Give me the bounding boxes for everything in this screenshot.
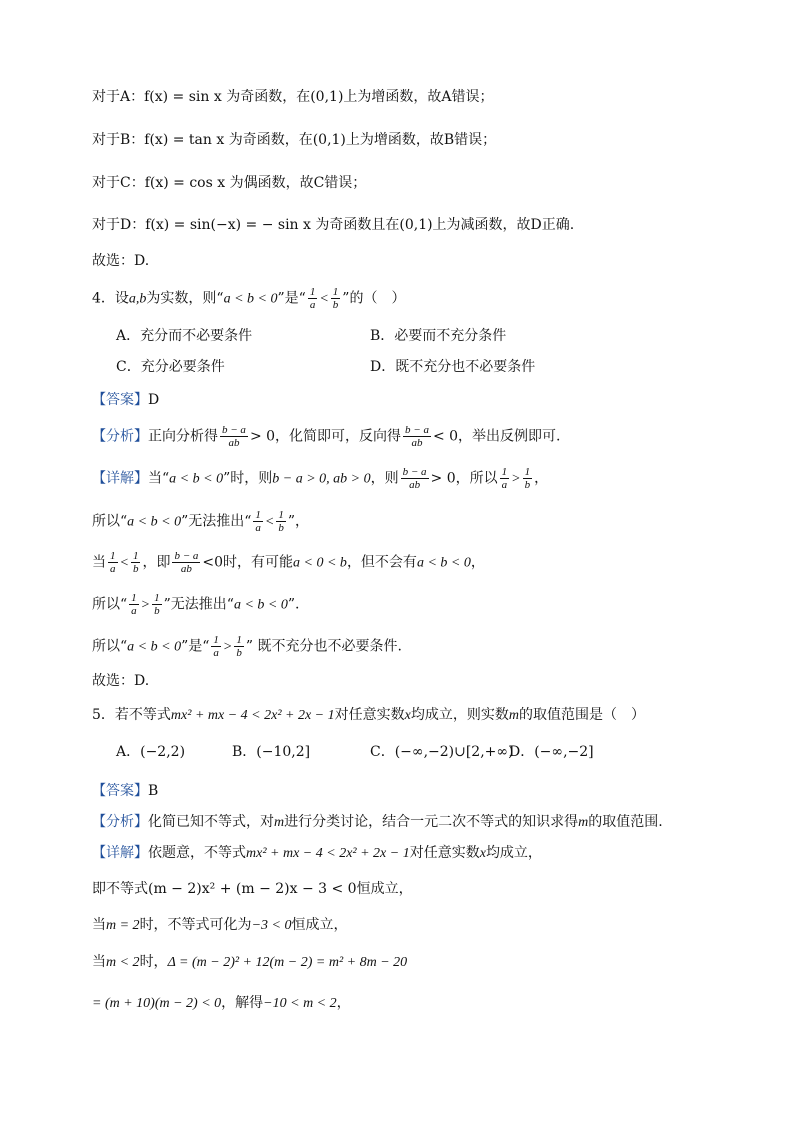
q5-option-b: B．(−10,2] [232, 744, 311, 760]
line-option-d: 对于D：f(x) = sin(−x) = − sin x 为奇函数且在(0,1)上为减函数，故D正确. [92, 217, 575, 233]
q4-option-d: D．既不充分也不必要条件 [370, 359, 536, 375]
q5-option-c: C．(−∞,−2)∪[2,+∞) [370, 744, 514, 760]
fraction-1-over-a: $\frac{1}{a}$ [213, 634, 219, 659]
q4-analysis: 【分析】正向分析得 $\frac{b - a}{ab}$ > 0，化简即可，反向得 $\frac{b - a}{ab}$ < 0，举出反例即可. [92, 424, 561, 449]
q5-detail-1: 【详解】依题意，不等式mx² + mx − 4 < 2x² + 2x − 1对任意实数x均成立， [92, 845, 542, 861]
fraction-bma-over-ab: $\frac{b - a}{ab}$ [402, 466, 427, 491]
fraction-1-over-b: $\frac{1}{b}$ [236, 634, 242, 659]
q5-analysis: 【分析】化简已知不等式，对m进行分类讨论，结合一元二次不等式的知识求得m的取值范围. [92, 814, 663, 830]
q5-detail-5: = (m + 10)(m − 2) < 0，解得−10 < m < 2， [92, 995, 351, 1011]
fraction-1-over-b: $\frac{1}{b}$ [332, 286, 339, 311]
fraction-1-over-a: $\frac{1}{a}$ [255, 509, 261, 534]
fraction-1-over-a: $\frac{1}{a}$ [110, 550, 116, 575]
fraction-1-over-a: $\frac{1}{a}$ [131, 592, 137, 617]
q5-detail-3: 当m = 2时，不等式可化为−3 < 0恒成立， [92, 917, 348, 933]
q5-option-d: D．(−∞,−2] [509, 744, 594, 760]
line-choice-q3: 故选：D. [92, 253, 150, 269]
q4-choice: 故选：D. [92, 673, 150, 689]
fraction-bma-over-ab: $\frac{b - a}{ab}$ [405, 424, 429, 449]
line-option-a: 对于A：f(x) = sin x 为奇函数，在(0,1)上为增函数，故A错误； [92, 89, 494, 105]
q4-option-b: B．必要而不充分条件 [370, 328, 507, 344]
q5-stem: 5．若不等式mx² + mx − 4 < 2x² + 2x − 1对任意实数x均成立，则实数m的取值范围是（ ） [92, 707, 645, 723]
q4-detail-3: 当 $\frac{1}{a}$ < $\frac{1}{b}$ ，即 $\frac{b - a}{ab}$ <0时，有可能a < 0 < b，但不会有a < b < 0， [92, 550, 485, 575]
fraction-bma-over-ab: $\frac{b - a}{ab}$ [174, 550, 199, 575]
fraction-1-over-b: $\frac{1}{b}$ [524, 466, 531, 491]
q4-detail-4: 所以“ $\frac{1}{a}$ > $\frac{1}{b}$ ”无法推出“a < b < 0”. [92, 592, 300, 617]
q5-option-a: A．(−2,2) [116, 744, 186, 760]
q4-stem: 4．设a,b为实数，则“a < b < 0”是“ $\frac{1}{a}$ < $\frac{1}{b}$ ”的（ ） [92, 286, 406, 311]
fraction-1-over-b: $\frac{1}{b}$ [154, 592, 160, 617]
fraction-bma-over-ab: $\frac{b - a}{ab}$ [222, 424, 246, 449]
fraction-1-over-a: $\frac{1}{a}$ [309, 286, 316, 311]
q4-option-c: C．充分必要条件 [116, 359, 225, 375]
q4-answer: 【答案】D [92, 392, 160, 408]
fraction-1-over-b: $\frac{1}{b}$ [132, 550, 139, 575]
q5-detail-4: 当m < 2时，Δ = (m − 2)² + 12(m − 2) = m² + 8m − 20 [92, 954, 408, 970]
line-option-c: 对于C：f(x) = cos x 为偶函数，故C错误； [92, 175, 367, 191]
q4-detail-1: 【详解】当“a < b < 0”时，则b − a > 0, ab > 0，则 $\frac{b - a}{ab}$ > 0，所以 $\frac{1}{a}$ > $\frac{1}{b}$ ， [92, 466, 549, 491]
q5-detail-2: 即不等式(m − 2)x² + (m − 2)x − 3 < 0恒成立， [92, 881, 413, 897]
fraction-1-over-b: $\frac{1}{b}$ [278, 509, 284, 534]
line-option-b: 对于B：f(x) = tan x 为奇函数，在(0,1)上为增函数，故B错误； [92, 132, 497, 148]
q5-answer: 【答案】B [92, 783, 159, 799]
q4-detail-2: 所以“a < b < 0”无法推出“ $\frac{1}{a}$ < $\frac{1}{b}$ ”， [92, 509, 310, 534]
q4-detail-5: 所以“a < b < 0”是“ $\frac{1}{a}$ > $\frac{1}{b}$ ” 既不充分也不必要条件. [92, 634, 402, 659]
fraction-1-over-a: $\frac{1}{a}$ [501, 466, 508, 491]
q4-option-a: A．充分而不必要条件 [116, 328, 253, 344]
